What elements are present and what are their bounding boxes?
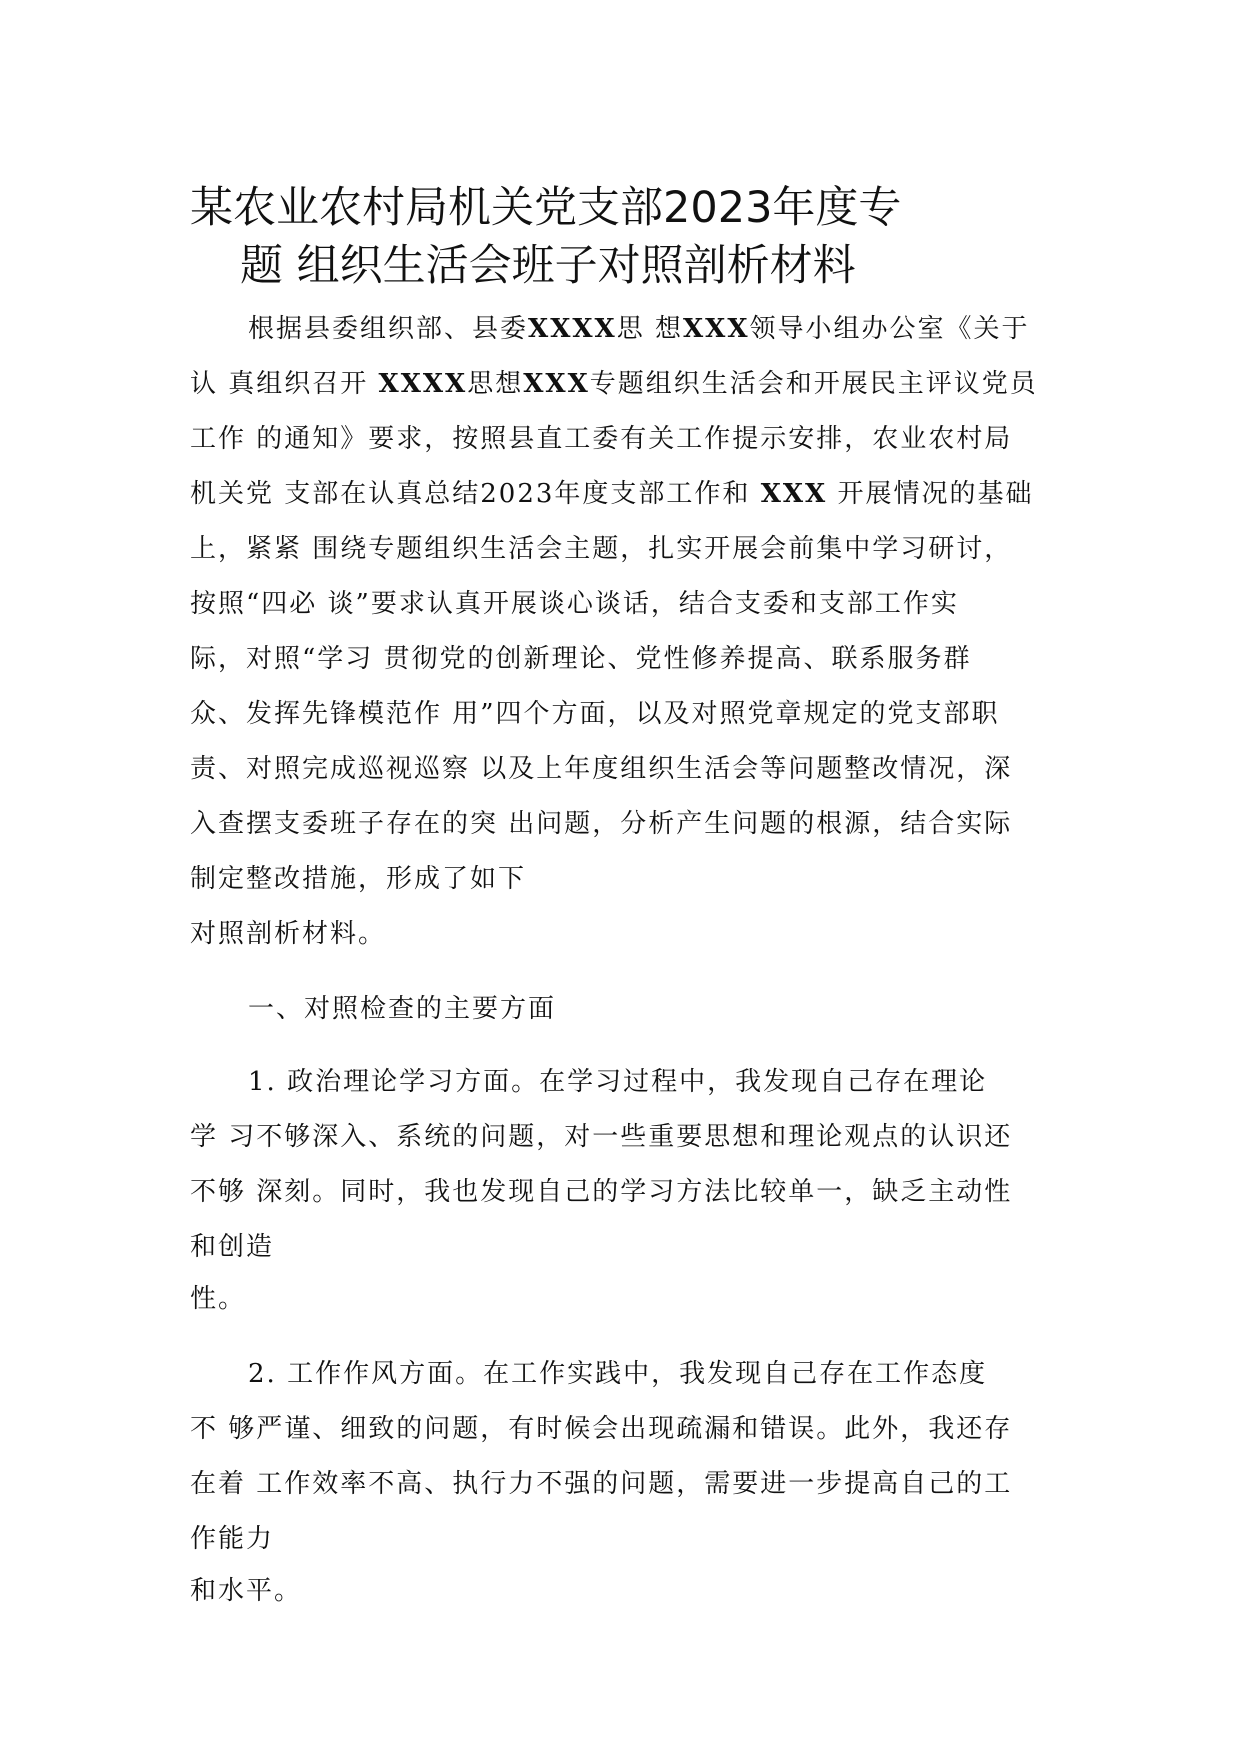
- paragraph-3-line-3: 在着 工作效率不高、执行力不强的问题，需要进一步提高自己的工: [190, 1469, 1013, 1499]
- paragraph-1-line-8: 众、发挥先锋模范作 用”四个方面，以及对照党章规定的党支部职: [190, 699, 1000, 729]
- section-heading-1: 一、对照检查的主要方面: [248, 994, 557, 1024]
- paragraph-1-line-12: 对照剖析材料。: [190, 919, 387, 949]
- paragraph-2-line-3: 不够 深刻。同时，我也发现自己的学习方法比较单一，缺乏主动性: [190, 1177, 1013, 1207]
- paragraph-2-line-1: 1. 政治理论学习方面。在学习过程中，我发现自己存在理论: [248, 1067, 988, 1097]
- paragraph-1-line-1: 根据县委组织部、县委XXXX思 想XXX领导小组办公室《关于: [248, 314, 1030, 344]
- paragraph-2-line-5: 性。: [190, 1284, 247, 1314]
- paragraph-1-line-3: 工作 的通知》要求，按照县直工委有关工作提示安排，农业农村局: [190, 424, 1013, 454]
- paragraph-1-line-5: 上，紧紧 围绕专题组织生活会主题，扎实开展会前集中学习研讨，: [190, 534, 1013, 564]
- paragraph-3-line-2: 不 够严谨、细致的问题，有时候会出现疏漏和错误。此外，我还存: [190, 1414, 1013, 1444]
- paragraph-3-line-1: 2. 工作作风方面。在工作实践中，我发现自己存在工作态度: [248, 1359, 988, 1389]
- paragraph-2-line-4: 和创造: [190, 1232, 275, 1262]
- paragraph-1-line-10: 入查摆支委班子存在的突 出问题，分析产生问题的根源，结合实际: [190, 809, 1013, 839]
- paragraph-1-line-2: 认 真组织召开 XXXX思想XXX专题组织生活会和开展民主评议党员: [190, 369, 1038, 399]
- document-title-line-1: 某农业农村局机关党支部2023年度专: [190, 183, 902, 233]
- paragraph-1-line-9: 责、对照完成巡视巡察 以及上年度组织生活会等问题整改情况，深: [190, 754, 1013, 784]
- paragraph-1-line-11: 制定整改措施，形成了如下: [190, 864, 527, 894]
- document-title-line-2: 题 组织生活会班子对照剖析材料: [240, 241, 856, 291]
- paragraph-1-line-4: 机关党 支部在认真总结2023年度支部工作和 XXX 开展情况的基础: [190, 479, 1034, 509]
- paragraph-1-line-7: 际，对照“学习 贯彻党的创新理论、党性修养提高、联系服务群: [190, 644, 972, 674]
- paragraph-1-line-6: 按照“四必 谈”要求认真开展谈心谈话，结合支委和支部工作实: [190, 589, 959, 619]
- paragraph-3-line-4: 作能力: [190, 1524, 275, 1554]
- paragraph-3-line-5: 和水平。: [190, 1576, 303, 1606]
- paragraph-2-line-2: 学 习不够深入、系统的问题，对一些重要思想和理论观点的认识还: [190, 1122, 1013, 1152]
